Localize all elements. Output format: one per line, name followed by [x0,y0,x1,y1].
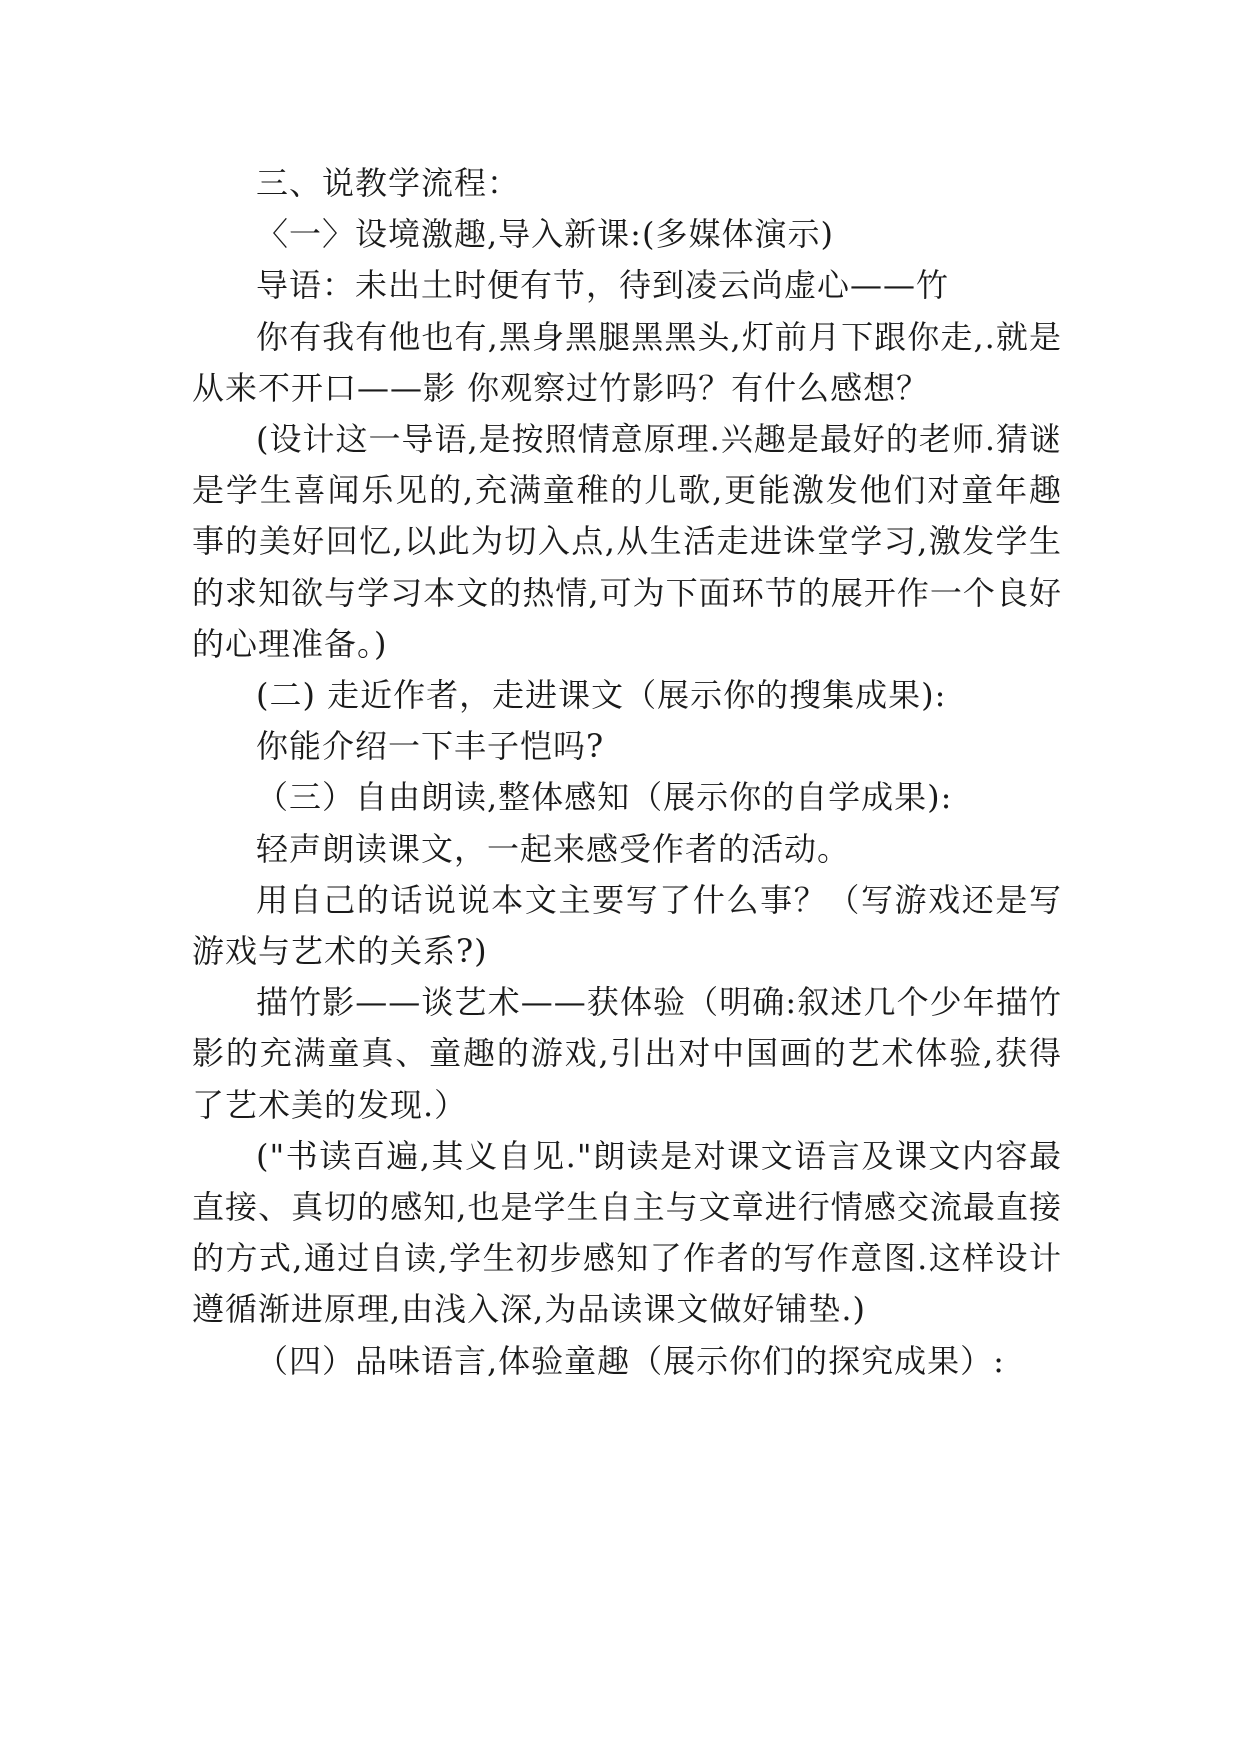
paragraph-intro-riddle-shadow: 你有我有他也有,黑身黑腿黑黑头,灯前月下跟你走,.就是从来不开口——影 你观察过竹影吗？有什么感想？ [192,317,1062,407]
document-body [192,158,1062,1387]
subsection-heading-three: （三）自由朗读,整体感知（展示你的自学成果): [256,778,953,817]
paragraph-read-aloud: 轻声朗读课文，一起来感受作者的活动。 [256,829,851,868]
subsection-heading-four: （四）品味语言,体验童趣（展示你们的探究成果）: [256,1341,1005,1380]
section-heading-teaching-process: 三、说教学流程： [256,164,521,202]
paragraph-author-question: 你能介绍一下丰子恺吗? [256,727,605,766]
subsection-heading-one: 〈一〉设境激趣,导入新课:(多媒体演示) [256,215,834,254]
paragraph-intro-riddle-bamboo: 导语：未出土时便有节，待到凌云尚虚心——竹 [256,266,950,305]
paragraph-structure-answer: 描竹影——谈艺术——获体验（明确:叙述几个少年描竹影的充满童真、童趣的游戏,引出对中国画的艺术体验,获得了艺术美的发现.） [192,983,1062,1124]
subsection-heading-two: (二) 走近作者，走进课文（展示你的搜集成果): [256,676,947,715]
paragraph-design-rationale-one: (设计这一导语,是按照情意原理.兴趣是最好的老师.猜谜是学生喜闻乐见的,充满童稚的儿歌,更能激发他们对童年趣事的美好回忆,以此为切入点,从生活走进诛堂学习,激发学生的求知欲与学习本文的热情,可为下面环节的展开作一个良好的心理准备。) [192,420,1063,663]
paragraph-design-rationale-two: ("书读百遍,其义自见."朗读是对课文语言及课文内容最直接、真切的感知,也是学生自主与文章进行情感交流最直接的方式,通过自读,学生初步感知了作者的写作意图.这样设计遵循渐进原理,由浅入深,为品读课文做好铺垫.) [192,1136,1062,1329]
paragraph-summary-question: 用自己的话说说本文主要写了什么事？（写游戏还是写游戏与艺术的关系?) [192,880,1062,971]
